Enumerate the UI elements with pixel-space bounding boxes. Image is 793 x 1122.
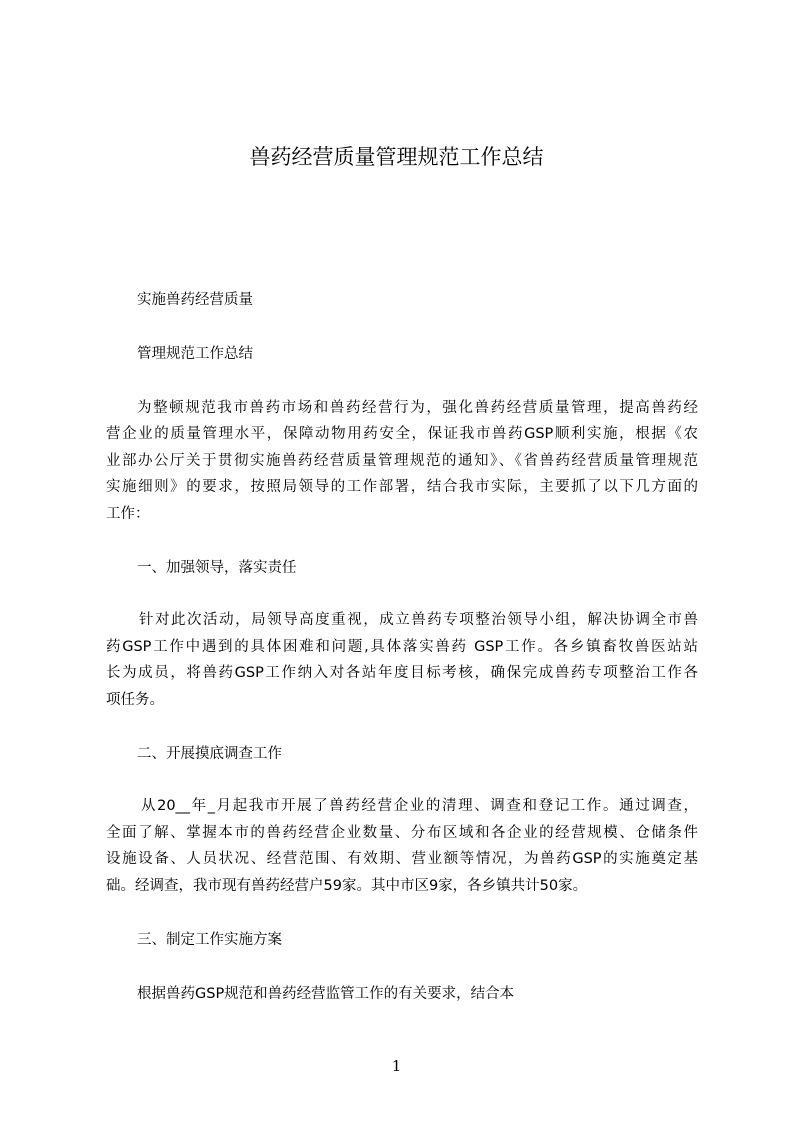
- document-title: 兽药经营质量管理规范工作总结: [249, 145, 544, 169]
- section-2-line-4: 础。经调查，我市现有兽药经营户59家。其中市区9家，各乡镇共计50家。: [106, 878, 588, 894]
- section-1-line-3: 长为成员，将兽药GSP工作纳入对各站年度目标考核，确保完成兽药专项整治工作各: [106, 665, 698, 681]
- section-1-line-2: 药GSP工作中遇到的具体困难和问题,具体落实兽药 GSP工作。各乡镇畜牧兽医站站: [106, 639, 698, 655]
- section-1-line-1: 针对此次活动，局领导高度重视，成立兽药专项整治领导小组，解决协调全市兽: [139, 612, 698, 628]
- section-2-line-1: 从20__年_月起我市开展了兽药经营企业的清理、调查和登记工作。通过调查，: [141, 798, 698, 814]
- intro-line-4: 实施细则》的要求，按照局领导的工作部署，结合我市实际，主要抓了以下几方面的: [106, 479, 698, 495]
- section-3-line-1: 根据兽药GSP规范和兽药经营监管工作的有关要求，结合本: [137, 986, 515, 1002]
- intro-line-5: 工作：: [106, 506, 150, 522]
- subtitle-line-1: 实施兽药经营质量: [137, 292, 253, 308]
- section-3-heading: 三、制定工作实施方案: [137, 932, 282, 948]
- section-2-heading: 二、开展摸底调查工作: [137, 746, 282, 762]
- subtitle-line-2: 管理规范工作总结: [137, 346, 253, 362]
- intro-line-2: 营企业的质量管理水平，保障动物用药安全，保证我市兽药GSP顺利实施，根据《农: [106, 426, 698, 442]
- section-2-line-3: 设施设备、人员状况、经营范围、有效期、营业额等情况，为兽药GSP的实施奠定基: [106, 851, 698, 867]
- section-2-line-2: 全面了解、掌握本市的兽药经营企业数量、分布区域和各企业的经营规模、仓储条件: [106, 825, 698, 841]
- section-1-heading: 一、加强领导，落实责任: [137, 560, 297, 576]
- intro-line-3: 业部办公厅关于贯彻实施兽药经营质量管理规范的通知》、《省兽药经营质量管理规范: [106, 453, 698, 469]
- section-1-line-4: 项任务。: [106, 692, 164, 708]
- page-number: 1: [391, 1057, 402, 1075]
- intro-line-1: 为整顿规范我市兽药市场和兽药经营行为，强化兽药经营质量管理，提高兽药经: [137, 400, 698, 416]
